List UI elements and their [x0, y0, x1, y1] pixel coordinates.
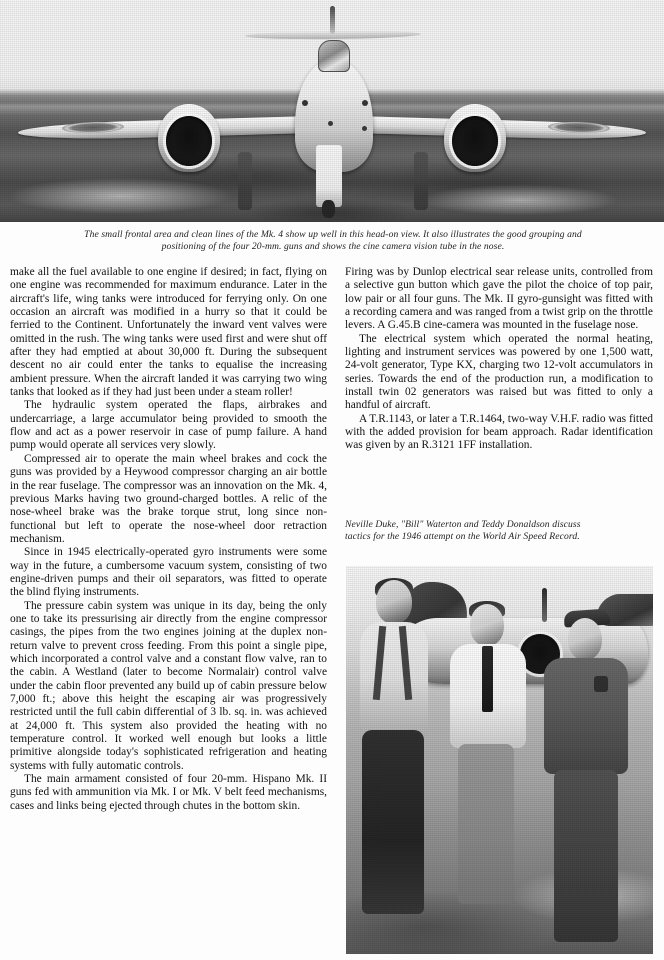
paragraph: Firing was by Dunlop electrical sear release units, controlled from a selective gun button which gave the pilot the choice of top pair, low pair or all four guns. The Mk. II gyro-gunsight was fitted with a recording camera and was ranged from a twist grip on the throttle levers. A G.45.B cine-camera was mounted in the fuselage nose. [345, 266, 653, 332]
left-intake-shape [166, 116, 212, 166]
top-caption-line-2: positioning of the four 20-mm. guns and shows the cine camera vision tube in the nose. [161, 240, 505, 252]
figure-legs-shape [458, 744, 514, 904]
figure-teddy-donaldson [542, 610, 634, 910]
body-text-left-column [10, 266, 327, 813]
bottom-photograph [346, 566, 653, 954]
figure-neville-duke [352, 580, 436, 914]
top-photo-caption [14, 229, 652, 252]
body-text-right-column [345, 266, 653, 453]
paragraph: make all the fuel available to one engine if desired; in fact, flying on one engine was recommended for maximum endurance. Later in the aircraft's life, wing tanks were introduced for ferrying only. On one occasion an aircraft was modified in a hurry so that it could be ferried to the Continent. Unfortunately the inward vent valves were omitted in the rush. The wing tanks were used first and were shut off after they had emptied at about 30,000 ft. During the subsequent descent no air could enter the tanks to equalise the increasing ambient pressure. When the aircraft landed it was carrying two wing tanks that looked as if they had just been under a steam roller! [10, 266, 327, 399]
gun-port-shape [362, 100, 368, 106]
bottom-caption-line-2: tactics for the 1946 attempt on the World Air Speed Record. [345, 530, 580, 542]
left-main-gear-shape [238, 152, 252, 210]
paragraph: The main armament consisted of four 20-mm. Hispano Mk. II guns fed with ammunition via Mk. I or Mk. V belt feed mechanisms, cases and links being ejected through chutes in the bottom skin. [10, 773, 327, 812]
paragraph: The hydraulic system operated the flaps, airbrakes and undercarriage, a large accumulator being provided to smooth the flow and act as a power reservoir in case of pump failure. A hand pump would operate all services very slowly. [10, 399, 327, 452]
paragraph: The electrical system which operated the normal heating, lighting and instrument services was powered by one 1,500 watt, 24-volt generator, Type KX, charging two 12-volt accumulators in series. Towards the end of the production run, a modification to install twin 02 generators was raised but was fitted to only a handful of aircraft. [345, 332, 653, 412]
right-intake-shape [452, 116, 498, 166]
figure-legs-shape [554, 770, 618, 942]
gun-port-shape [302, 100, 308, 106]
top-photograph [0, 0, 664, 222]
figure-head-shape [470, 604, 504, 646]
meteor-head-on-photo [0, 0, 664, 222]
canopy-shape [318, 40, 350, 72]
pilots-discussing-photo [346, 566, 653, 954]
figure-head-shape [568, 618, 602, 660]
top-caption-line-1: The small frontal area and clean lines of the Mk. 4 show up well in this head-on view. It also illustrates the good grouping and [84, 229, 582, 240]
paragraph: Compressed air to operate the main wheel brakes and cock the guns was provided by a Heywood compressor charging an air bottle in the rear fuselage. The compressor was an innovation on the Mk. 4, previous Marks having two ground-charged bottles. A relic of the nose-wheel brake was the brake torque strut, long since non-functional but left to operate the nose-wheel door retraction mechanism. [10, 452, 327, 545]
figure-badge-shape [594, 676, 608, 692]
figure-torso-shape [360, 622, 428, 734]
gun-port-shape [328, 121, 333, 126]
figure-torso-shape [544, 658, 628, 774]
right-main-gear-shape [414, 152, 428, 210]
paragraph: Since in 1945 electrically-operated gyro instruments were some way in the future, a cumbersome vacuum system, consisting of two engine-driven pumps and their oil separators, was fitted to operate the blind flying instruments. [10, 546, 327, 599]
figure-tie-shape [482, 646, 493, 712]
figure-bill-waterton [446, 604, 530, 904]
nose-gear-shape [316, 145, 342, 207]
nose-wheel-shape [322, 200, 335, 218]
figure-legs-shape [362, 730, 424, 914]
bottom-caption-line-1: Neville Duke, "Bill" Waterton and Teddy Donaldson discuss [345, 519, 581, 530]
bottom-photo-caption [345, 519, 653, 542]
paragraph: The pressure cabin system was unique in its day, being the only one to take its pressurising air directly from the engine compressor casings, the pipes from the two engines joining at the duplex non-return valve to prevent cross feeding. From this point a single pipe, which incorporated a control valve and a constant flow valve, ran to the cabin. A Westland (later to become Normalair) control valve under the cabin floor prevented any build up of cabin pressure below 7,000 ft.; above this height the escaping air was progressively restricted until the full cabin differential of 3 lb. sq. in. was achieved at 24,000 ft. This system also provided the heating with no temperature control. It worked well enough but looks a little primitive alongside today's sophisticated refrigeration and heating systems with fully automatic controls. [10, 599, 327, 772]
figure-head-shape [376, 580, 412, 624]
gun-port-shape [362, 126, 367, 131]
fin-shape [330, 6, 335, 34]
paragraph: A T.R.1143, or later a T.R.1464, two-way V.H.F. radio was fitted with the added provision for beam approach. Radar identification was given by an R.3121 1FF installation. [345, 412, 653, 452]
